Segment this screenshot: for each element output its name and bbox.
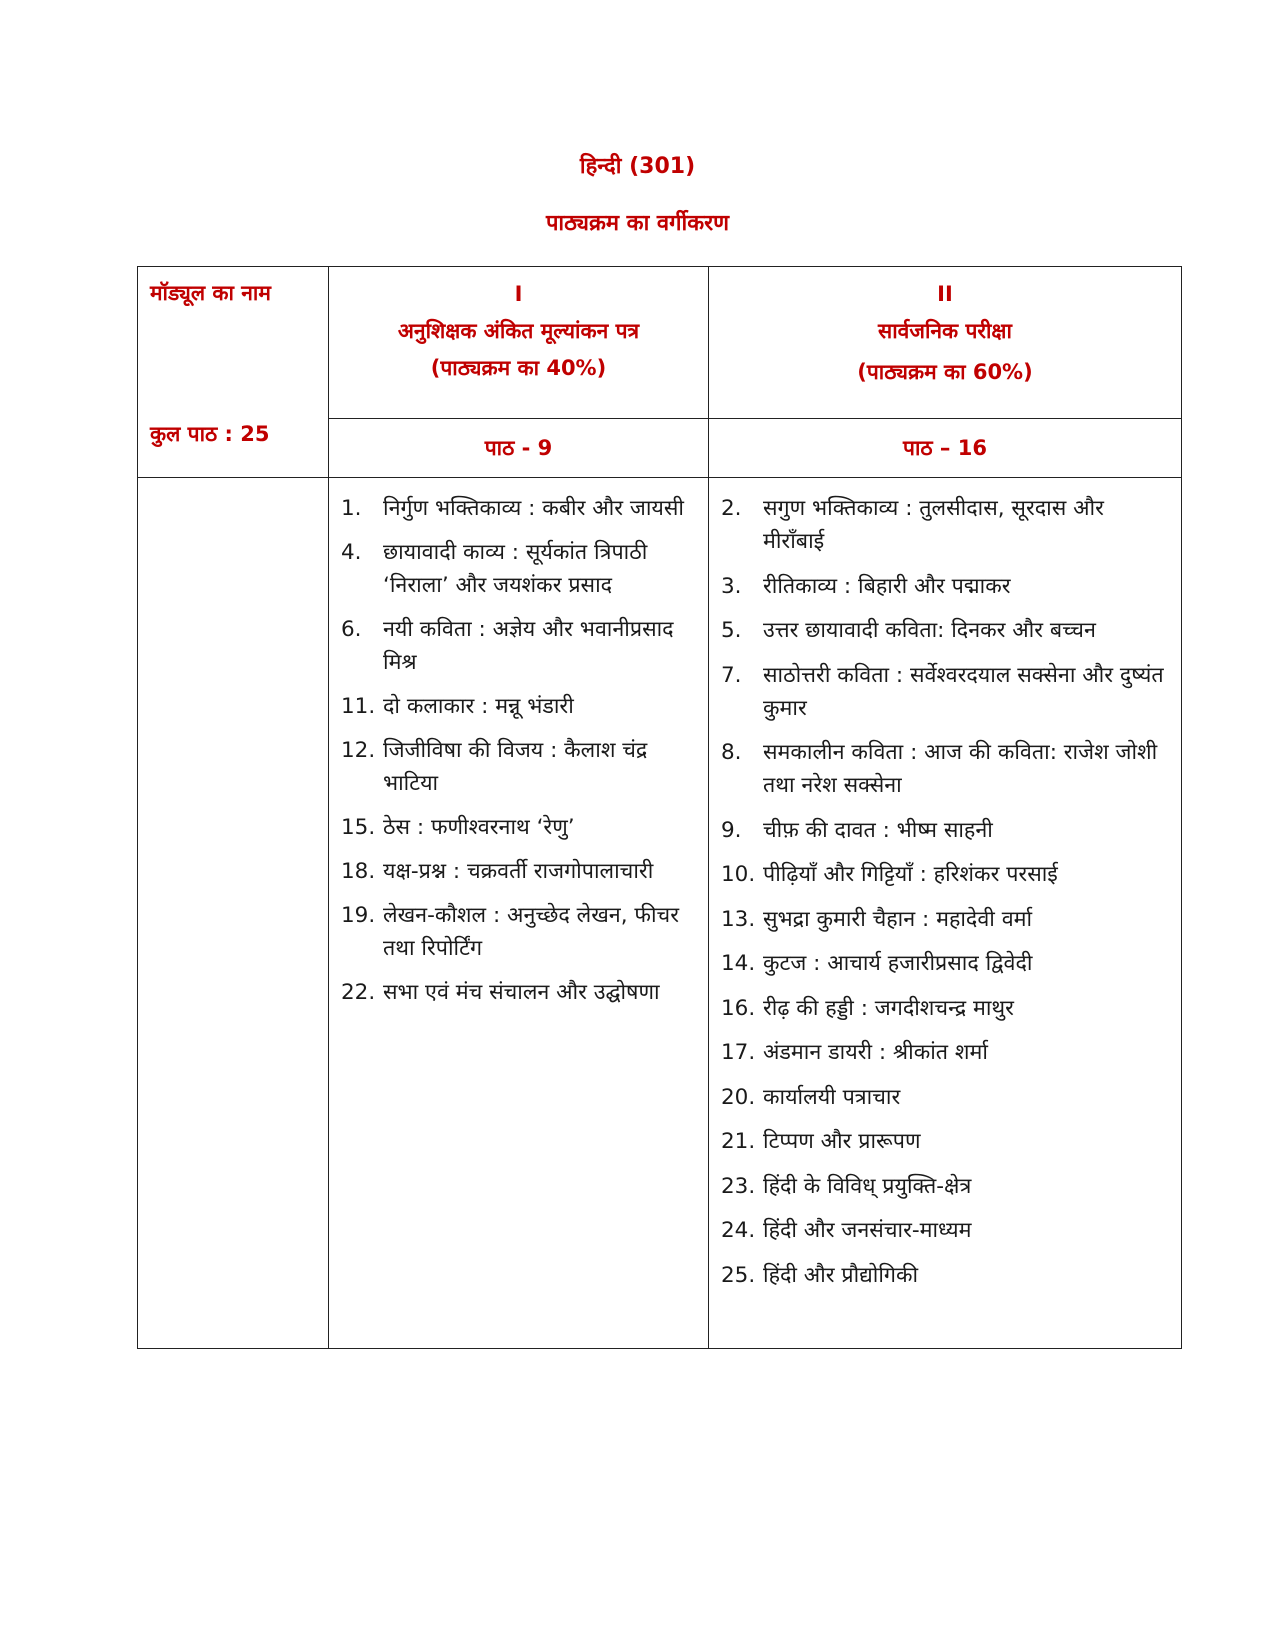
lesson-item xyxy=(721,947,1181,980)
lesson-title: कार्यालयी पत्राचार xyxy=(763,1084,901,1110)
lesson-item xyxy=(341,536,708,602)
lesson-item xyxy=(341,899,708,965)
col2-lessons-cell xyxy=(709,478,1182,1349)
col1-lessons-cell xyxy=(329,478,709,1349)
lesson-item xyxy=(721,1125,1181,1158)
lesson-title: छायावादी काव्य : सूर्यकांत त्रिपाठी ‘निराला’ और जयशंकर प्रसाद xyxy=(383,540,648,598)
col1-name: अनुशिक्षक अंकित मूल्यांकन पत्र xyxy=(397,319,640,343)
lesson-title: कुटज : आचार्य हजारीप्रसाद द्विवेदी xyxy=(763,951,1033,976)
lesson-item xyxy=(721,1036,1181,1069)
lesson-title: हिंदी के विविध् प्रयुक्ति-क्षेत्र xyxy=(763,1173,972,1199)
lesson-number: 17. xyxy=(721,1040,756,1065)
subject-title: हिन्दी (301) xyxy=(579,154,696,179)
lesson-title: रीढ़ की हड्डी : जगदीशचन्द्र माथुर xyxy=(763,995,1014,1021)
lesson-title: सभा एवं मंच संचालन और उद्घोषणा xyxy=(383,980,660,1005)
lesson-title: रीतिकाव्य : बिहारी और पद्माकर xyxy=(763,573,1011,599)
lesson-title: लेखन-कौशल : अनुच्छेद लेखन, फीचर तथा रिपोर्टिंग xyxy=(383,903,679,961)
total-lessons-label: कुल पाठ : 25 xyxy=(150,422,270,446)
lesson-number: 20. xyxy=(721,1084,756,1110)
lesson-title: टिप्पण और प्रारूपण xyxy=(763,1129,921,1154)
document-subtitle: पाठ्यक्रम का वर्गीकरण xyxy=(545,211,730,236)
lesson-number: 16. xyxy=(721,995,756,1021)
lesson-number: 6. xyxy=(341,617,362,642)
lesson-title: सुभद्रा कुमारी चैहान : महादेवी वर्मा xyxy=(763,906,1033,932)
lesson-title: दो कलाकार : मन्नू भंडारी xyxy=(383,694,574,719)
col2-header xyxy=(709,267,1182,419)
lesson-number: 7. xyxy=(721,662,742,688)
module-header-cell xyxy=(138,267,329,478)
lesson-title: ठेस : फणीश्वरनाथ ‘रेणु’ xyxy=(383,815,575,840)
lesson-item xyxy=(341,855,708,888)
lesson-title: उत्तर छायावादी कविता: दिनकर और बच्चन xyxy=(763,618,1096,643)
lesson-item xyxy=(721,903,1181,936)
lesson-number: 19. xyxy=(341,903,376,928)
lesson-number: 13. xyxy=(721,906,756,932)
lesson-item xyxy=(341,613,708,679)
lesson-number: 14. xyxy=(721,951,756,976)
col2-share: (पाठ्यक्रम का 60%) xyxy=(857,360,1033,384)
lesson-number: 3. xyxy=(721,573,742,599)
lesson-title: सगुण भक्तिकाव्य : तुलसीदास, सूरदास और मीराँबाई xyxy=(763,496,1104,554)
lesson-number: 2. xyxy=(721,496,742,521)
module-name-label: मॉड्यूल का नाम xyxy=(150,281,271,305)
lesson-item xyxy=(341,976,708,1009)
lesson-title: नयी कविता : अज्ञेय और भवानीप्रसाद मिश्र xyxy=(383,617,674,675)
lesson-item xyxy=(721,1214,1181,1247)
lesson-title: निर्गुण भक्तिकाव्य : कबीर और जायसी xyxy=(383,496,684,521)
lesson-title: हिंदी और प्रौद्योगिकी xyxy=(763,1262,919,1288)
col1-roman: I xyxy=(514,282,523,306)
lesson-item xyxy=(721,492,1181,558)
lesson-number: 12. xyxy=(341,738,376,763)
col1-share: (पाठ्यक्रम का 40%) xyxy=(430,356,607,380)
lesson-number: 21. xyxy=(721,1129,756,1154)
empty-module-cell xyxy=(138,478,329,1349)
lesson-item xyxy=(721,659,1181,725)
col2-name: सार्वजनिक परीक्षा xyxy=(878,319,1012,343)
lesson-item xyxy=(721,1259,1181,1292)
lesson-number: 24. xyxy=(721,1218,756,1243)
col2-lesson-count: पाठ – 16 xyxy=(709,419,1182,478)
lesson-number: 22. xyxy=(341,980,376,1005)
col1-lesson-list xyxy=(329,478,708,1009)
lesson-number: 4. xyxy=(341,540,362,565)
lesson-number: 5. xyxy=(721,618,742,643)
col2-roman: II xyxy=(937,282,953,306)
lesson-title: चीफ़ की दावत : भीष्म साहनी xyxy=(763,817,993,843)
lesson-number: 11. xyxy=(341,694,376,719)
lesson-number: 18. xyxy=(341,859,376,884)
lesson-title: यक्ष-प्रश्न : चक्रवर्ती राजगोपालाचारी xyxy=(383,859,654,884)
lesson-item xyxy=(341,734,708,800)
col1-lesson-count: पाठ - 9 xyxy=(329,419,709,478)
lesson-number: 15. xyxy=(341,815,376,840)
lesson-item xyxy=(721,614,1181,647)
lesson-title: पीढ़ियाँ और गिट्टियाँ : हरिशंकर परसाई xyxy=(763,862,1058,887)
lesson-item xyxy=(721,1081,1181,1114)
col1-header xyxy=(329,267,709,419)
lesson-item xyxy=(721,570,1181,603)
lesson-number: 8. xyxy=(721,740,742,765)
lesson-item xyxy=(721,1170,1181,1203)
lesson-item xyxy=(721,858,1181,891)
lesson-number: 9. xyxy=(721,817,742,843)
lesson-item xyxy=(341,690,708,723)
lesson-number: 25. xyxy=(721,1262,756,1288)
col2-lesson-list xyxy=(709,478,1181,1292)
lesson-item xyxy=(341,492,708,525)
lesson-title: साठोत्तरी कविता : सर्वेश्वरदयाल सक्सेना और दुष्यंत कुमार xyxy=(763,662,1164,721)
lesson-title: अंडमान डायरी : श्रीकांत शर्मा xyxy=(763,1040,988,1065)
lesson-title: जिजीविषा की विजय : कैलाश चंद्र भाटिया xyxy=(383,738,648,796)
lesson-title: समकालीन कविता : आज की कविता: राजेश जोशी तथा नरेश सक्सेना xyxy=(763,740,1158,798)
syllabus-table xyxy=(137,266,1182,1349)
lesson-item xyxy=(721,736,1181,802)
lesson-number: 1. xyxy=(341,496,362,521)
lesson-item xyxy=(721,814,1181,847)
lesson-title: हिंदी और जनसंचार-माध्यम xyxy=(763,1218,972,1243)
lesson-number: 23. xyxy=(721,1173,756,1199)
lesson-number: 10. xyxy=(721,862,756,887)
lesson-item xyxy=(721,992,1181,1025)
lesson-item xyxy=(341,811,708,844)
